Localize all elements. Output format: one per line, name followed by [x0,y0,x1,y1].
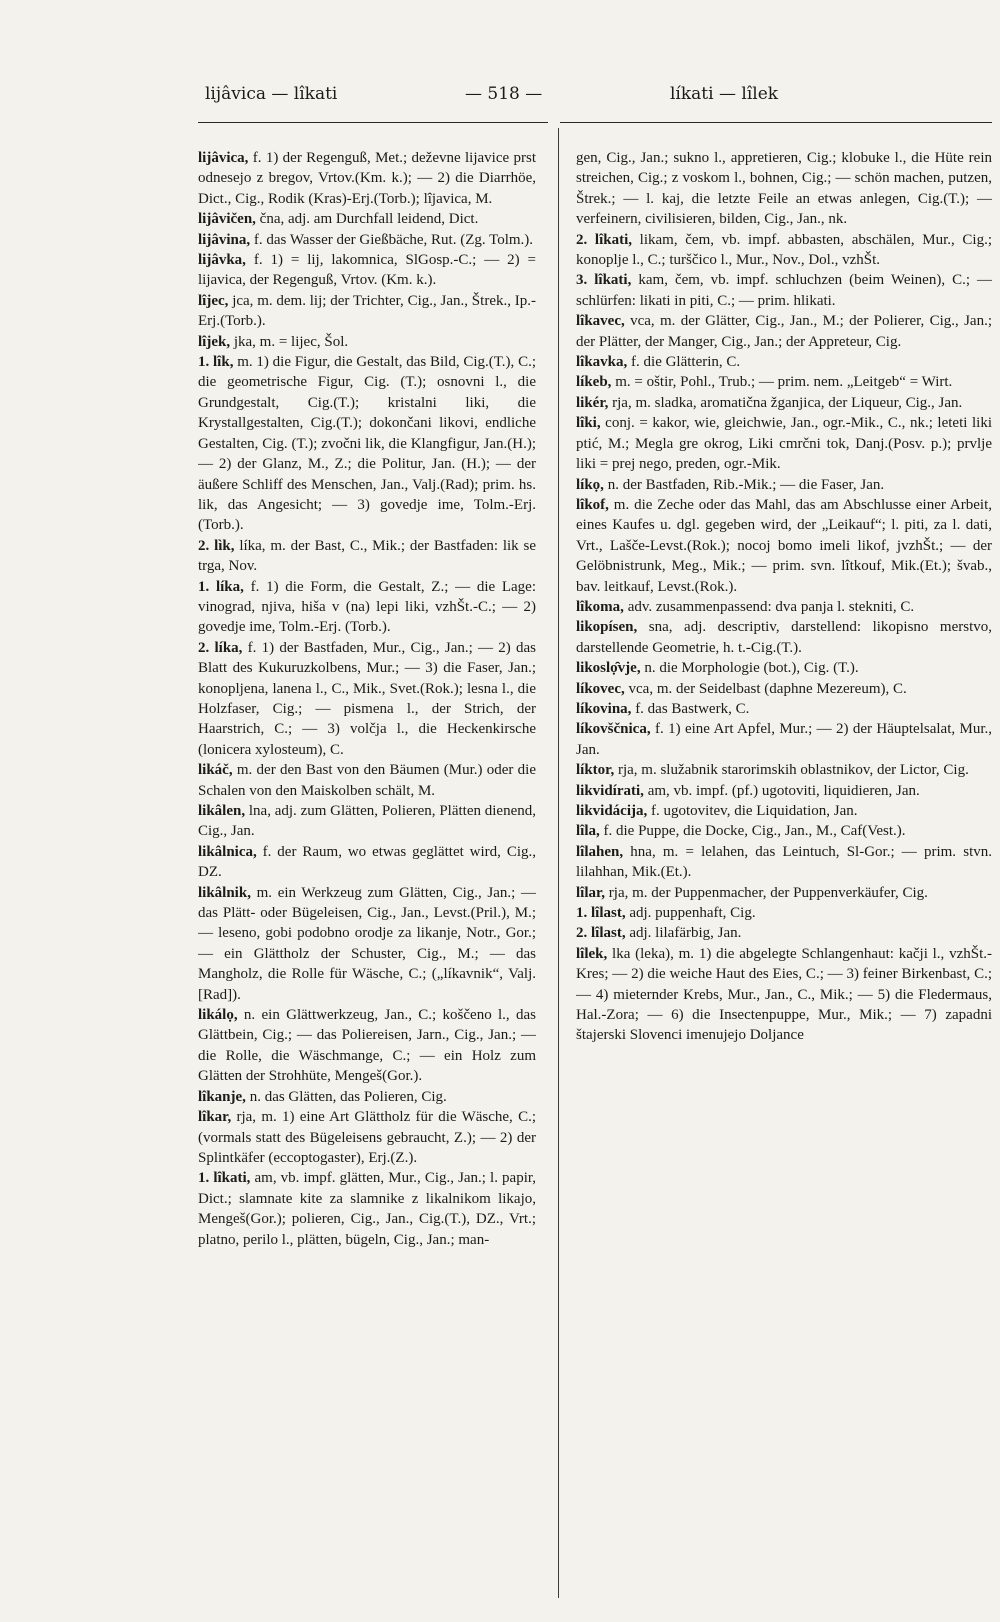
entry-definition: jca, m. dem. lij; der Trichter, Cig., Jan., Štrek., Ip.-Erj.(Torb.). [198,292,536,330]
dictionary-entry [198,760,536,801]
header-rule-right [560,122,992,123]
entry-definition: adv. zusammenpassend: dva panja l. stekniti, C. [623,598,915,615]
right-column [576,148,992,1608]
dictionary-entry [576,842,992,883]
dictionary-entry [576,372,992,392]
entry-definition: rja, m. služabnik starorimskih oblastnikov, der Lictor, Cig. [614,762,969,779]
dictionary-entry [576,883,992,903]
entry-headword: lijâvina, [198,231,251,248]
dictionary-entry [198,577,536,638]
dictionary-entry [198,638,536,760]
dictionary-entry [576,944,992,1046]
entry-definition: n. die Morphologie (bot.), Cig. (T.). [640,660,859,677]
entry-definition: f. das Wasser der Gießbäche, Rut. (Zg. Tolm.). [250,231,534,248]
dictionary-entry [576,393,992,413]
dictionary-entry [198,801,536,842]
dictionary-entry [576,903,992,923]
entry-headword: 3. lîkati, [576,272,632,289]
entry-headword: lîkoma, [576,598,624,615]
entry-definition: adj. lilafärbig, Jan. [625,925,742,942]
entry-definition: gen, Cig., Jan.; sukno l., appretieren, Cig.; klobuke l., die Hüte rein streichen, Cig.; z voskom l., bohnen, Cig.; — schön machen, putzen, Štrek.; — l. kaj, die letzte Feile an etwas anlegen, Cig.(T.); — verfeinern, civilisieren, bilden, Cig., Jan., nk. [576,150,992,228]
entry-definition: n. der Bastfaden, Rib.-Mik.; — die Faser, Jan. [603,476,885,493]
running-head-left: lijâvica — lîkati [205,84,338,104]
entry-definition: rja, m. der Puppenmacher, der Puppenverkäufer, Cig. [605,884,928,901]
entry-definition: f. 1) eine Art Apfel, Mur.; — 2) der Häuptelsalat, Mur., Jan. [576,721,992,758]
entry-headword: líkeb, [576,374,612,391]
entry-definition: f. 1) = lij, lakomnica, SlGosp.-C.; — 2) = lijavica, der Regenguß, Vrtov. (Km. k.). [198,252,536,289]
entry-headword: likér, [576,394,609,411]
entry-headword: 1. lîkati, [198,1170,251,1187]
dictionary-entry [576,699,992,719]
entry-definition: rja, m. 1) eine Art Glättholz für die Wäsche, C.; (vormals statt des Bügeleisens gebraucht, Z.); — 2) der Splintkäfer (eccoptogaster), Erj.(Z.). [198,1109,536,1166]
entry-headword: lîlar, [576,884,606,901]
entry-definition: m. der den Bast von den Bäumen (Mur.) oder die Schalen von den Maiskolben schält, M. [198,762,536,799]
entry-definition: vca, m. der Glätter, Cig., Jan., M.; der Polierer, Cig., Jan.; der Plätter, der Manger, Cig., Jan.; der Appreteur, Cig. [576,313,992,350]
dictionary-entry [576,719,992,760]
dictionary-entry [576,597,992,617]
entry-headword: lijâvičen, [198,211,256,228]
entry-headword: 2. lîlast, [576,925,626,942]
dictionary-entry [198,1107,536,1168]
entry-headword: likâlnica, [198,843,257,860]
entry-headword: lijâvica, [198,150,249,166]
entry-headword: lîkavka, [576,354,628,371]
entry-definition: n. das Glätten, das Polieren, Cig. [245,1088,447,1105]
dictionary-entry [198,842,536,883]
entry-definition: am, vb. impf. (pf.) ugotoviti, liquidieren, Jan. [643,782,920,799]
entry-headword: 2. lìk, [198,537,235,554]
entry-definition: m. ein Werkzeug zum Glätten, Cig., Jan.; — das Plätt- oder Bügeleisen, Cig., Jan., Levst.(Pril.), M.; — leseno, gobi podobno orodje za likanje, Notr., Gor.; — ein Glättholz der Schuster, Cig., M.; — das Mangholz, die Rolle für Wäsche, C.; („líkavnik“, Valj.[Rad]). [198,884,536,1003]
entry-headword: 2. lîkati, [576,231,633,248]
entry-headword: líkovec, [576,680,625,697]
dictionary-entry [576,781,992,801]
dictionary-entry [198,148,536,209]
dictionary-entry [576,923,992,943]
dictionary-entry [576,801,992,821]
entry-definition: f. der Raum, wo etwas geglättet wird, Cig., DZ. [198,843,536,881]
dictionary-entry [576,352,992,372]
left-column [198,148,536,1608]
entry-definition: likam, čem, vb. impf. abbasten, abschälen, Mur., Cig.; konoplje l., C.; turščico l., Mur., Nov., Dol., vzhŠt. [576,231,992,269]
entry-headword: 1. lîk, [198,354,234,371]
page-number: — 518 — [465,84,543,104]
entry-definition: f. ugotovitev, die Liquidation, Jan. [647,803,858,819]
dictionary-entry [576,760,992,780]
entry-definition: f. die Puppe, die Docke, Cig., Jan., M., Caf(Vest.). [599,823,906,840]
entry-definition: rja, m. sladka, aromatična žganjica, der Liqueur, Cig., Jan. [608,394,963,411]
entry-headword: lîkar, [198,1109,232,1126]
entry-headword: 1. lîlast, [576,905,626,922]
entry-definition: f. 1) der Bastfaden, Mur., Cig., Jan.; — 2) das Blatt des Kukuruzkolbens, Mur.; — 3) die Faser, Jan.; konopljena, lanena l., C., Mik., Svet.(Rok.); lesna l., die Holzfaser, Cig.; — pismena l., der Strich, der Haarstrich, C.; — 3) volčja l., die Heckenkirsche (lonicera xylosteum), C. [198,639,536,758]
entry-definition: hna, m. = lelahen, das Leintuch, Sl-Gor.; — prim. stvn. lilahhan, Mik.(Et.). [576,843,992,881]
entry-definition: n. ein Glättwerkzeug, Jan., C.; koščeno l., das Glättbein, Cig.; — das Poliereisen, Jarn., Cig., Jan.; — die Rolle, die Wäschmange, C.; — ein Holz zum Glätten der Strohhüte, Mengeš(Gor.). [198,1007,536,1085]
dictionary-entry [576,148,992,230]
dictionary-entry [198,883,536,1005]
entry-definition: adj. puppenhaft, Cig. [625,905,756,922]
entry-definition: kam, čem, vb. impf. schluchzen (beim Weinen), C.; — schlürfen: likati in piti, C.; — prim. hlikati. [576,272,992,309]
entry-headword: 1. líka, [198,578,244,595]
entry-headword: líkọ, [576,476,604,493]
entry-headword: likvidácija, [576,803,648,819]
entry-definition: m. 1) die Figur, die Gestalt, das Bild, Cig.(T.), C.; die geometrische Figur, Cig. (T.); osnovni l., die Grundgestalt, Cig.(T.); kristalni liki, die Krystallgestalten, Cig.(T.); dokončani likovi, endliche Gestalten, Cig. (T.); zvočni lik, die Klangfigur, Jan.(H.); — 2) der Glanz, M., Z.; die Politur, Jan. (H.); — der äußere Schliff des Menschen, Jan., Valj.(Rad); prim. hs. lik, das Angesicht; — 3) govedje ime, Tolm.-Erj.(Torb.). [198,354,536,534]
entry-headword: likâlen, [198,803,246,819]
dictionary-entry [576,311,992,352]
dictionary-entry [198,332,536,352]
dictionary-entry [576,413,992,474]
entry-headword: líkovina, [576,700,632,717]
entry-headword: likáč, [198,762,233,779]
entry-headword: líkovščnica, [576,721,651,738]
entry-headword: lîkanje, [198,1088,246,1105]
entry-definition: f. 1) der Regenguß, Met.; deževne lijavice prst odnesejo z bregov, Vrtov.(Km. k.); — 2) die Diarrhöe, Dict., Cig., Rodik (Kras)-Erj.(Torb.); lîjavica, M. [198,150,536,207]
dictionary-entry [576,475,992,495]
entry-headword: lîki, [576,415,601,432]
entry-definition: sna, adj. descriptiv, darstellend: likopisno merstvo, darstellende Geometrie, h. t.-Cig.(T.). [576,619,992,656]
entry-headword: líktor, [576,762,615,779]
dictionary-entry [576,617,992,658]
entry-headword: lîkavec, [576,313,625,330]
column-divider [558,128,559,1598]
dictionary-entry [198,1087,536,1107]
entry-definition: líka, m. der Bast, C., Mik.; der Bastfaden: lik se trga, Nov. [198,537,536,575]
dictionary-entry [576,270,992,311]
header-rule-left [198,122,548,123]
entry-headword: lîlahen, [576,843,624,860]
dictionary-entry [576,821,992,841]
dictionary-entry [576,495,992,597]
dictionary-entry [198,291,536,332]
entry-definition: lka (leka), m. 1) die abgelegte Schlangenhaut: kačji l., vzhŠt.-Kres; — 2) die weiche Haut des Eies, C.; — 3) feiner Birkenbast, C.; — 4) mieternder Krebs, Mur., Jan., C., Mik.; — 5) die Fledermaus, Hal.-Zora; — 6) die Insectenpuppe, Mur., Mik.; — 7) zapadni štajerski Slovenci imenujejo Doljance [576,945,992,1044]
dictionary-entry [198,1005,536,1087]
entry-headword: likálọ, [198,1007,238,1024]
dictionary-entry [198,352,536,536]
entry-headword: lîkof, [576,496,609,513]
entry-definition: conj. = kakor, wie, gleichwie, Jan., ogr.-Mik., C., nk.; leteti liki ptić, M.; Megla gre okrog, Liki cmrčni tok, Danj.(Posv. p.); prvlje liki = prej nego, preden, ogr.-Mik. [576,415,992,473]
dictionary-entry [198,209,536,229]
dictionary-entry [576,679,992,699]
running-head-right: líkati — lîlek [670,84,779,104]
dictionary-entry [198,1168,536,1250]
entry-headword: lîlek, [576,945,608,962]
entry-headword: likopísen, [576,619,638,636]
dictionary-entry [576,230,992,271]
entry-headword: likâlnik, [198,884,251,901]
entry-definition: vca, m. der Seidelbast (daphne Mezereum), C. [624,680,907,697]
entry-headword: lîla, [576,823,600,840]
entry-headword: 2. líka, [198,639,243,656]
dictionary-entry [576,658,992,678]
entry-headword: lijâvka, [198,252,246,269]
entry-headword: lîjek, [198,333,231,350]
entry-definition: am, vb. impf. glätten, Mur., Cig., Jan.; l. papir, Dict.; slamnate kite za slamnike z likalnikom likajo, Mengeš(Gor.); polieren, Cig., Jan., Cig.(T.), DZ., Vrt.; platno, perilo l., plätten, bügeln, Cig., Jan.; man- [198,1170,536,1248]
entry-definition: lna, adj. zum Glätten, Polieren, Plätten dienend, Cig., Jan. [198,803,536,840]
entry-definition: f. das Bastwerk, C. [631,700,750,717]
entry-headword: likoslọ̑vje, [576,660,641,677]
dictionary-entry [198,536,536,577]
entry-headword: lîjec, [198,292,229,309]
entry-definition: jka, m. = lijec, Šol. [230,333,349,350]
entry-definition: čna, adj. am Durchfall leidend, Dict. [255,211,479,228]
entry-headword: likvidírati, [576,782,644,799]
entry-definition: f. die Glätterin, C. [627,354,741,371]
entry-definition: f. 1) die Form, die Gestalt, Z.; — die Lage: vinograd, njiva, hiša v (na) lepi liki, vzhŠt.-C.; — 2) govedje ime, Tolm.-Erj. (Torb.). [198,578,536,636]
dictionary-entry [198,250,536,291]
dictionary-entry [198,230,536,250]
entry-definition: m. = oštir, Pohl., Trub.; — prim. nem. „Leitgeb“ = Wirt. [611,374,953,391]
entry-definition: m. die Zeche oder das Mahl, das am Abschlusse einer Arbeit, eines Kaufes u. dgl. gegeben wird, der „Leikauf“; l. piti, za l. dati, Vrt., Lašče-Levst.(Rok.); nocoj bomo imeli likof, jvzhŠt.; — der Gelöbnistrunk, Meg., Mik.; — prim. svn. lîtkouf, Mik.(Et.); švab., bav. leitkauf, Levst.(Rok.). [576,496,992,595]
